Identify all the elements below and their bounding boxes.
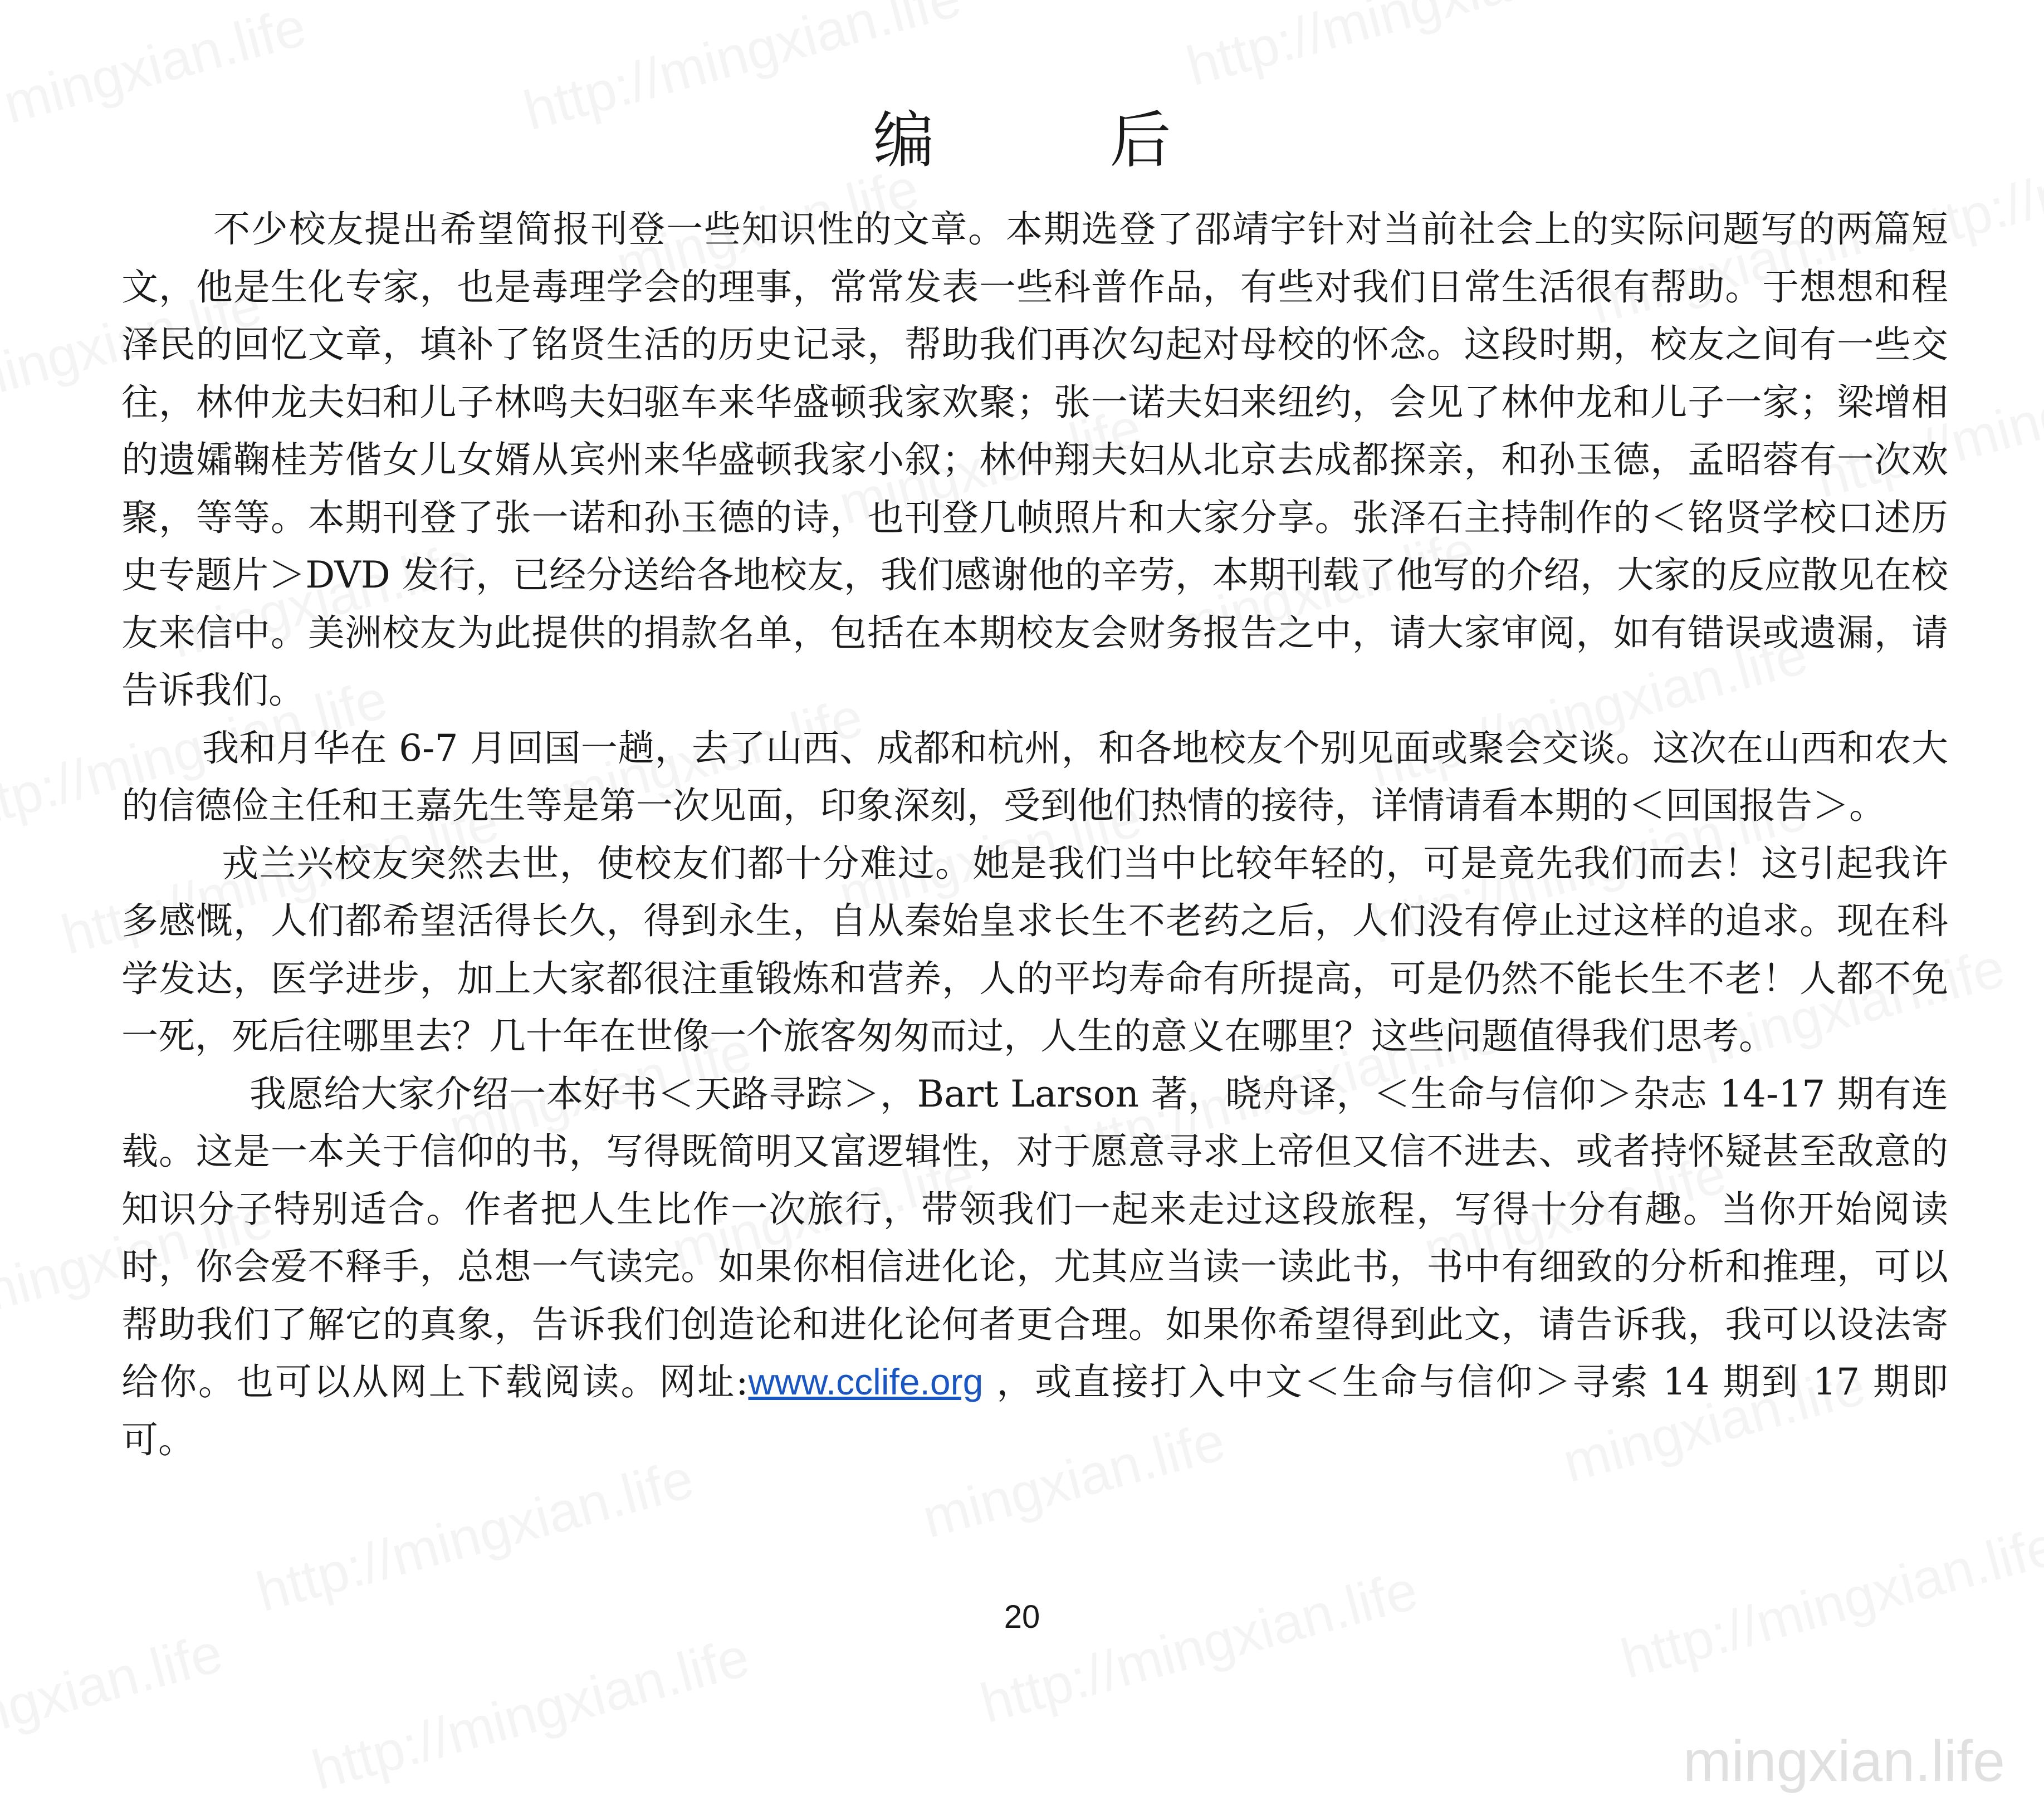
page-title: 编 后 (873, 104, 1249, 176)
page-number: 20 (1004, 1599, 1040, 1635)
watermark-text (306, 1625, 756, 1803)
paragraph-2: 我和月华在 6-7 月回国一趟，去了山西、成都和杭州，和各地校友个别见面或聚会交谈。这次在山西和农大的信德俭主任和王嘉先生等是第一次见面，印象深刻，受到他们热情的接待，详情请看本期的＜回国报告＞。 (121, 726, 1948, 827)
paragraph-4 (121, 1065, 1948, 1469)
paragraph-4-tail: ，或直接打入中文＜生命与信仰＞寻索 14 期到 17 期即可。 (121, 1360, 1948, 1461)
watermark-text (1180, 0, 1630, 99)
watermark-text (0, 1621, 229, 1763)
corner-watermark: mingxian.life (1683, 1729, 2005, 1794)
article-body (121, 200, 1948, 1469)
paragraph-1: 不少校友提出希望简报刊登一些知识性的文章。本期选登了邵靖宇针对当前社会上的实际问题写的两篇短文，他是生化专家，也是毒理学会的理事，常常发表一些科普作品，有些对我们日常生活很有帮助。于想想和程泽民的回忆文章，填补了铭贤生活的历史记录，帮助我们再次勾起对母校的怀念。这段时期，校友之间有一些交往，林仲龙夫妇和儿子林鸣夫妇驱车来华盛顿我家欢聚；张一诺夫妇来纽约，会见了林仲龙和儿子一家；梁增相的遗孀鞠桂芳偕女儿女婿从宾州来华盛顿我家小叙；林仲翔夫妇从北京去成都探亲，和孙玉德，孟昭蓉有一次欢聚，等等。本期刊登了张一诺和孙玉德的诗，也刊登几帧照片和大家分享。张泽石主持制作的＜铭贤学校口述历史专题片＞DVD 发行，已经分送给各地校友，我们感谢他的辛劳，本期刊载了他写的介绍，大家的反应散见在校友来信中。美洲校友为此提供的捐款名单，包括在本期校友会财务报告之中，请大家审阅，如有错误或遗漏，请告诉我们。 (121, 208, 1948, 712)
paragraph-4-text: 我愿给大家介绍一本好书＜天路寻踪＞，Bart Larson 著，晓舟译，＜生命与信仰＞杂志 14-17 期有连载。这是一本关于信仰的书，写得既简明又富逻辑性，对于愿意寻求上帝但又信不进去、或者持怀疑甚至敌意的知识分子特别适合。作者把人生比作一次旅行，带领我们一起来走过这段旅程，写得十分有趣。当你开始阅读时，你会爱不释手，总想一气读完。如果你相信进化论，尤其应当读一读此书，书中有细致的分析和推理，可以帮助我们了解它的真象，告诉我们创造论和进化论何者更合理。如果你希望得到此文，请告诉我，我可以设法寄给你。也可以从网上下载阅读。网址: (121, 1072, 1948, 1403)
watermark-text (974, 1558, 1424, 1736)
cclife-link[interactable]: www.cclife.org (748, 1361, 984, 1402)
paragraph-3: 戎兰兴校友突然去世，使校友们都十分难过。她是我们当中比较年轻的，可是竟先我们而去！这引起我许多感慨，人们都希望活得长久，得到永生，自从秦始皇求长生不老药之后，人们没有停止过这样的追求。现在科学发达，医学进步，加上大家都很注重锻炼和营养，人的平均寿命有所提高，可是仍然不能长生不老！人都不免一死，死后往哪里去？几十年在世像一个旅客匆匆而过，人生的意义在哪里？这些问题值得我们思考。 (121, 841, 1948, 1058)
